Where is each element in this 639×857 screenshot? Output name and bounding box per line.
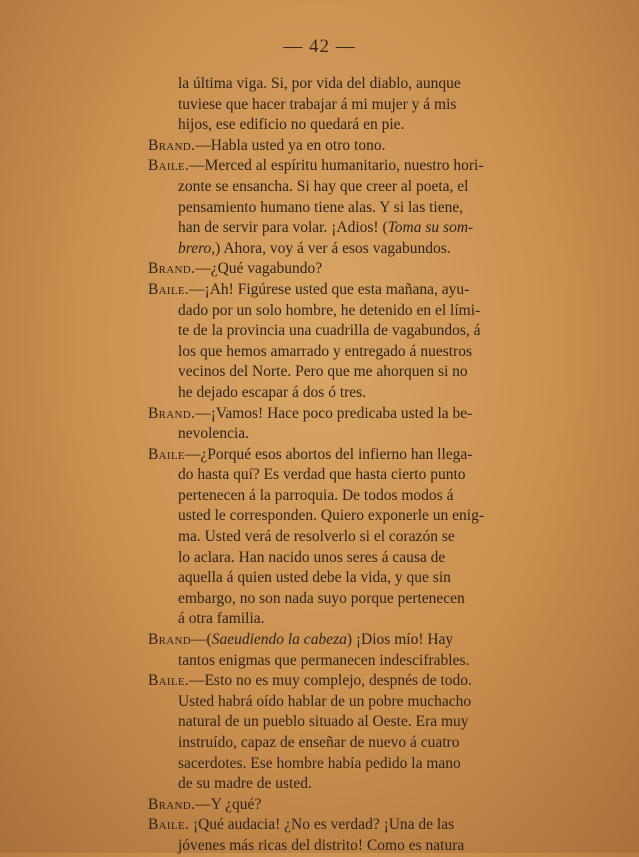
line-text: pertenecen á la parroquia. De todos modos á: [178, 486, 454, 504]
line-text: ma. Usted verá de resolverlo si el corazón se: [178, 528, 455, 546]
stage-direction: brero,: [178, 239, 216, 257]
line-text: aquella á quien usted debe la vida, y que sin: [178, 569, 451, 587]
dialogue-paragraph: [148, 156, 534, 259]
speaker-name: Baile.: [148, 280, 190, 298]
text-line: [148, 568, 534, 589]
line-text: usted le corresponden. Quiero exponerle un enig-: [178, 507, 485, 525]
speaker-name: Baile.: [148, 157, 190, 175]
dialogue-paragraph: [148, 259, 534, 280]
speaker-name: Baile.: [148, 816, 190, 834]
text-line: [148, 321, 534, 342]
text-line: [148, 733, 534, 754]
dialogue-paragraph: [148, 404, 534, 445]
line-text: te de la provincia una cuadrilla de vagabundos, á: [178, 322, 481, 340]
line-text: dado por un solo hombre, he detenido en el lími-: [178, 301, 481, 319]
text-line: [148, 815, 534, 836]
line-text: de su madre de usted.: [178, 775, 312, 793]
text-line: [148, 362, 534, 383]
text-line: [148, 609, 534, 630]
speaker-name: Baile.: [148, 672, 190, 690]
speaker-name: Brand.: [148, 136, 196, 154]
text-line: [148, 115, 534, 136]
text-line: [148, 239, 534, 260]
line-text: hijos, ese edificio no quedará en pie.: [178, 116, 405, 134]
text-line: [148, 218, 534, 239]
text-line: [148, 136, 534, 157]
line-text: nevolencia.: [178, 425, 250, 443]
line-text: vecinos del Norte. Pero que me ahorquen si no: [178, 363, 468, 381]
text-line: [148, 198, 534, 219]
line-text: tantos enigmas que permanecen indescifrables.: [178, 651, 470, 669]
dialogue-paragraph: [148, 630, 534, 671]
line-text: brero,) Ahora, voy á ver á esos vagabundos.: [178, 239, 451, 257]
page-text: [148, 74, 534, 857]
text-line: [148, 259, 534, 280]
line-text: lo aclara. Han nacido unos seres á causa de: [178, 548, 446, 566]
dialogue-paragraph: [148, 795, 534, 816]
text-line: [148, 383, 534, 404]
line-text: pensamiento humano tiene alas. Y si las tiene,: [178, 198, 464, 216]
text-line: [148, 506, 534, 527]
line-text: zonte se ensancha. Si hay que creer al poeta, el: [178, 177, 469, 195]
text-line: [148, 301, 534, 322]
line-text: —Habla usted ya en otro tono.: [195, 136, 386, 154]
text-line: [148, 280, 534, 301]
line-text: do hasta quí? Es verdad que hasta cierto punto: [178, 466, 466, 484]
line-text: —¡Ah! Figúrese usted que esta mañana, ayu-: [189, 280, 470, 298]
dialogue-paragraph: [148, 280, 534, 404]
line-text: he dejado escapar á dos ó tres.: [178, 383, 367, 401]
line-text: ¡Qué audacia! ¿No es verdad? ¡Una de las: [189, 816, 455, 834]
line-text: instruído, capaz de enseñar de nuevo á cuatro: [178, 734, 460, 751]
text-line: [148, 795, 534, 816]
line-text: —Esto no es muy complejo, despnés de todo.: [189, 672, 472, 690]
line-text: embargo, no son nada suyo porque pertenecen: [178, 589, 465, 607]
page-number: — 42 —: [283, 36, 356, 57]
line-text: —Merced al espíritu humanitario, nuestro hori-: [189, 157, 484, 175]
dialogue-paragraph: [148, 671, 534, 795]
speaker-name: Brand.: [148, 795, 196, 813]
text-line: [148, 342, 534, 363]
text-line: [148, 589, 534, 610]
stage-direction: Toma su som-: [387, 219, 474, 237]
dialogue-paragraph: [148, 74, 534, 136]
text-line: [148, 527, 534, 548]
line-text: —¿Qué vagabundo?: [195, 260, 323, 278]
line-text: los que hemos amarrado y entregado á nuestros: [178, 342, 472, 360]
text-line: [148, 712, 534, 733]
speaker-name: Brand.: [148, 404, 196, 422]
line-text: tuviese que hacer trabajar á mi mujer y á mis: [178, 95, 457, 113]
text-line: [148, 671, 534, 692]
text-line: [148, 445, 534, 466]
dialogue-paragraph: [148, 136, 534, 157]
text-line: [148, 548, 534, 569]
speaker-name: Brand.: [148, 260, 196, 278]
text-line: [148, 95, 534, 116]
speaker-name: Baile: [148, 445, 185, 463]
line-text: —¡Vamos! Hace poco predicaba usted la be-: [195, 404, 473, 422]
text-line: [148, 836, 534, 857]
speaker-name: Brand: [148, 631, 192, 649]
line-text: natural de un pueblo situado al Oeste. Era muy: [178, 713, 469, 731]
text-line: [148, 177, 534, 198]
text-line: [148, 486, 534, 507]
text-line: [148, 156, 534, 177]
dialogue-paragraph: [148, 445, 534, 630]
text-line: [148, 74, 534, 95]
line-text: jóvenes más ricas del distrito! Como es natura: [178, 836, 465, 854]
text-line: [148, 630, 534, 651]
text-line: [148, 692, 534, 713]
line-text: la última viga. Si, por vida del diablo, aunque: [178, 75, 461, 92]
line-text: Usted habrá oído hablar de un pobre muchacho: [178, 692, 472, 710]
line-text: á otra familia.: [178, 610, 265, 628]
text-line: [148, 651, 534, 672]
text-line: [148, 754, 534, 775]
line-text: —(Saeudiendo la cabeza) ¡Dios mío! Hay: [191, 631, 454, 649]
text-line: [148, 465, 534, 486]
text-line: [148, 424, 534, 445]
line-text: —¿Porqué esos abortos del infierno han llega-: [184, 445, 473, 463]
stage-direction: Saeudiendo la cabeza: [211, 631, 347, 649]
text-line: [148, 404, 534, 425]
dialogue-paragraph: [148, 815, 534, 856]
line-text: han de servir para volar. ¡Adios! (Toma su som-: [178, 219, 474, 237]
line-text: sacerdotes. Ese hombre había pedido la mano: [178, 754, 461, 772]
line-text: —Y ¿qué?: [195, 795, 262, 813]
text-line: [148, 774, 534, 795]
